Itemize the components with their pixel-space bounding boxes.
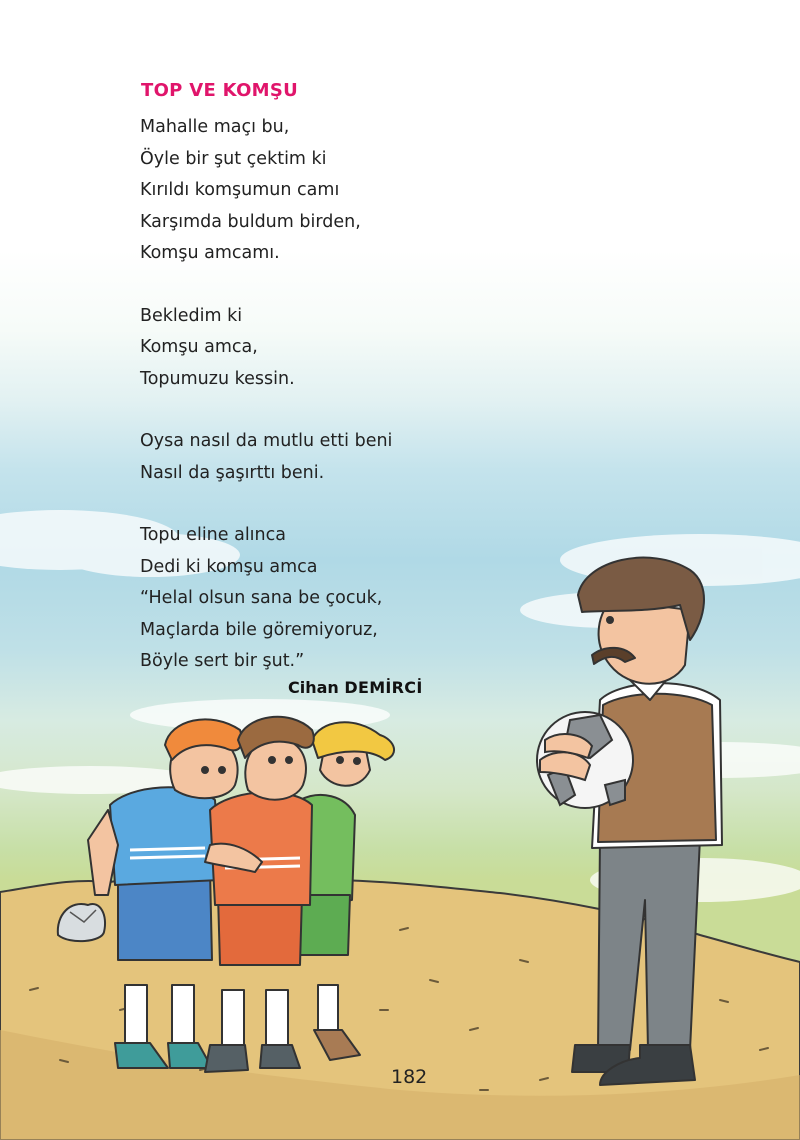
- poem-line: Böyle sert bir şut.”: [140, 651, 305, 671]
- poem-line: Bekledim ki: [140, 305, 243, 326]
- stanza: [140, 112, 500, 270]
- stanza: [140, 301, 500, 396]
- poem-line: Maçlarda bile göremiyoruz,: [140, 619, 378, 640]
- poem-line: Topu eline alınca: [140, 525, 286, 545]
- author-first-name: Cihan: [288, 678, 339, 697]
- poem-line: Oysa nasıl da mutlu etti beni: [140, 431, 393, 451]
- poem-line: Komşu amcamı.: [140, 243, 280, 263]
- poem-line: Mahalle maçı bu,: [140, 117, 290, 137]
- poem-author: [288, 678, 423, 697]
- poem-body: [140, 112, 500, 709]
- man-hands: [540, 734, 592, 780]
- page-number: 182: [391, 1066, 428, 1088]
- poem-line: Kırıldı komşumun camı: [140, 180, 340, 200]
- poem-line: Öyle bir şut çektim ki: [140, 148, 327, 169]
- poem-title: TOP VE KOMŞU: [141, 80, 299, 101]
- poem-line: Komşu amca,: [140, 337, 258, 357]
- poem-line: Karşımda buldum birden,: [140, 211, 361, 232]
- stanza: [140, 520, 500, 678]
- poem-line: Nasıl da şaşırttı beni.: [140, 462, 325, 483]
- poem-line: Dedi ki komşu amca: [140, 556, 318, 577]
- poem-line: Topumuzu kessin.: [140, 368, 295, 389]
- author-last-name: DEMİRCİ: [344, 678, 423, 697]
- poem-line: “Helal olsun sana be çocuk,: [140, 588, 383, 608]
- stanza: [140, 426, 500, 489]
